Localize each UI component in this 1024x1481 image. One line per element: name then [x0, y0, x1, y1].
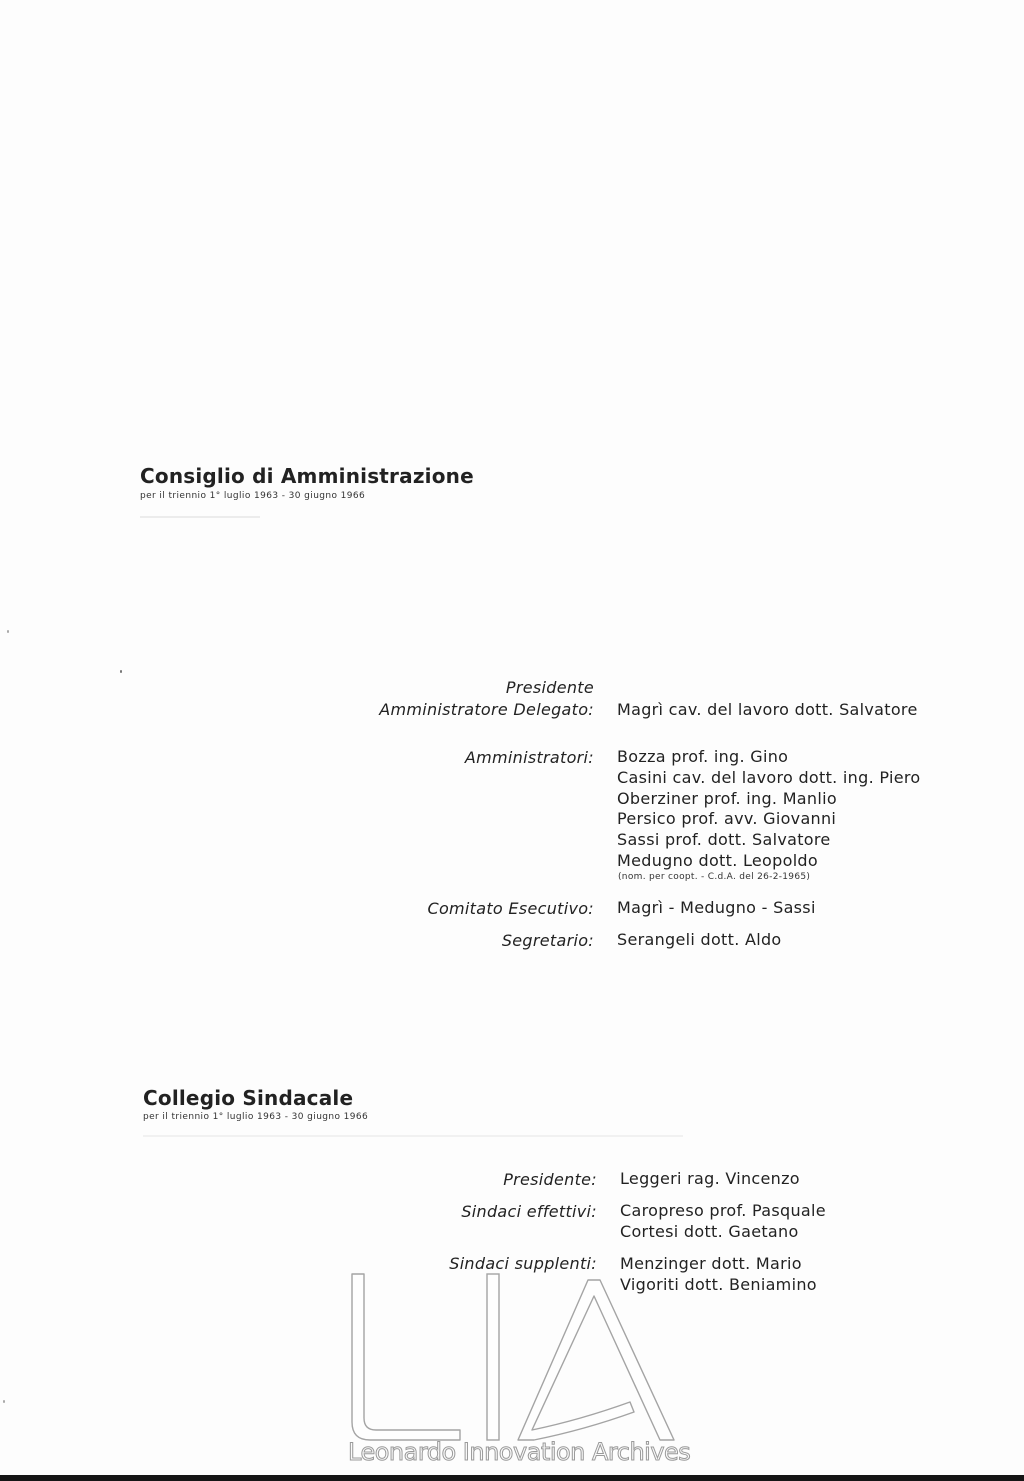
comitato-value: Magrì - Medugno - Sassi [617, 898, 816, 917]
divider [140, 516, 260, 518]
amministratore-item: Casini cav. del lavoro dott. ing. Piero [617, 768, 921, 787]
amministratore-item: Oberziner prof. ing. Manlio [617, 789, 837, 808]
amministratori-note: (nom. per coopt. - C.d.A. del 26-2-1965) [618, 872, 811, 882]
segretario-value: Serangeli dott. Aldo [617, 930, 782, 949]
collegio-title: Collegio Sindacale [143, 1086, 354, 1110]
presidente-label: Presidente [505, 678, 594, 697]
amministratori-label: Amministratori: [464, 748, 594, 767]
amministratore-item: Persico prof. avv. Giovanni [617, 809, 837, 828]
scan-edge [0, 1475, 1024, 1481]
logo-letter-l [352, 1274, 460, 1440]
comitato-label: Comitato Esecutivo: [427, 899, 594, 918]
scan-speck [3, 1400, 5, 1403]
scan-speck [7, 630, 9, 633]
amministratore-item: Bozza prof. ing. Gino [617, 747, 789, 766]
amministratore-delegato-label: Amministratore Delegato: [379, 700, 594, 719]
watermark-text: Leonardo Innovation Archives [348, 1438, 691, 1466]
consiglio-subtitle: per il triennio 1° luglio 1963 - 30 giugno 1966 [140, 491, 366, 501]
sindaci-supplenti-label: Sindaci supplenti: [449, 1254, 597, 1273]
sindaci-effettivi-label: Sindaci effettivi: [461, 1202, 597, 1221]
segretario-label: Segretario: [501, 931, 594, 950]
sindaco-effettivo-item: Cortesi dott. Gaetano [620, 1222, 799, 1241]
sindaco-supplente-item: Vigoriti dott. Beniamino [620, 1275, 817, 1294]
consiglio-title: Consiglio di Amministrazione [140, 464, 474, 488]
collegio-presidente-value: Leggeri rag. Vincenzo [620, 1169, 800, 1188]
amministratore-item: Medugno dott. Leopoldo [617, 851, 818, 870]
divider [143, 1135, 683, 1137]
logo-letter-i [487, 1274, 499, 1440]
sindaco-effettivo-item: Caropreso prof. Pasquale [620, 1201, 826, 1220]
presidente-value: Magrì cav. del lavoro dott. Salvatore [617, 700, 918, 719]
amministratore-item: Sassi prof. dott. Salvatore [617, 830, 831, 849]
collegio-presidente-label: Presidente: [503, 1170, 597, 1189]
collegio-subtitle: per il triennio 1° luglio 1963 - 30 giugno 1966 [143, 1112, 369, 1122]
sindaco-supplente-item: Menzinger dott. Mario [620, 1254, 802, 1273]
scan-speck [120, 670, 122, 673]
logo-letter-a [518, 1280, 674, 1440]
